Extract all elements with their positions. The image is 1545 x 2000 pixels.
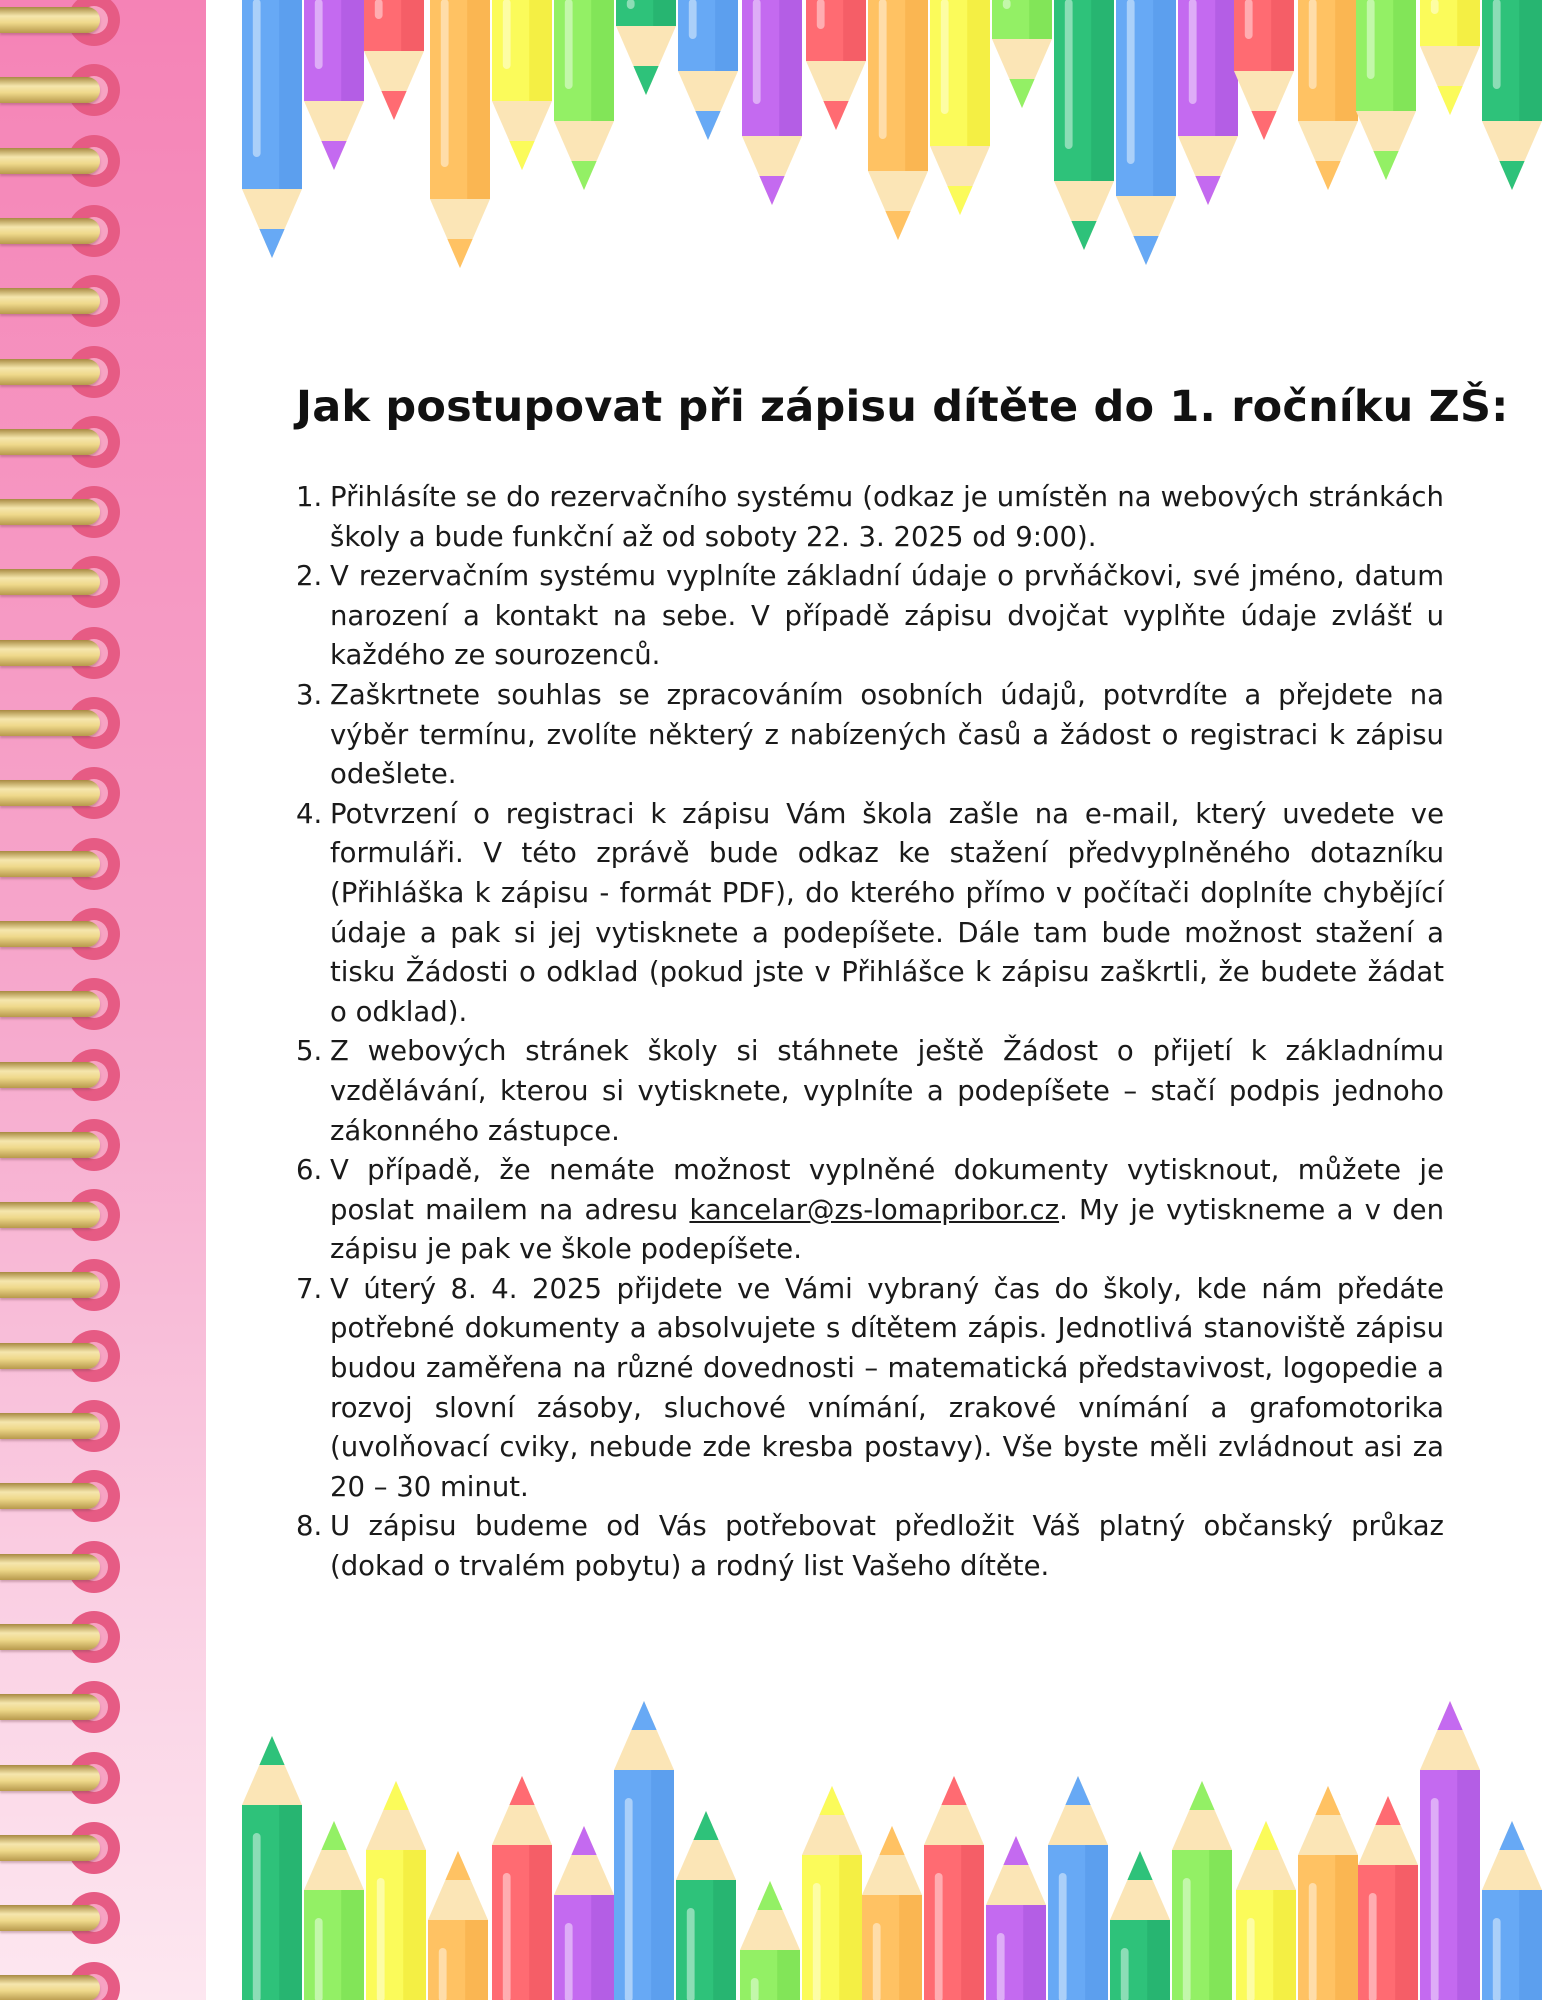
spiral-ring xyxy=(0,1748,120,1808)
spiral-ring xyxy=(0,1115,120,1175)
spiral-ring xyxy=(0,1607,120,1667)
step-number: 5. xyxy=(296,1035,323,1068)
pencil xyxy=(554,0,614,190)
spiral-ring xyxy=(0,1888,120,1948)
step-number: 6. xyxy=(296,1154,323,1187)
list-item-step-5 xyxy=(296,1032,1444,1151)
pencils-decoration-bottom xyxy=(206,1650,1545,2000)
pencil xyxy=(676,1811,736,2000)
step-text: Z webových stránek školy si stáhnete ještě Žádost o přijetí k základnímu vzdělávání, kterou si vytisknete, vyplníte a podepíšete – stačí podpis jednoho zákonného zástupce. xyxy=(330,1035,1444,1147)
step-number: 7. xyxy=(296,1272,323,1305)
pencil xyxy=(1116,0,1176,265)
spiral-ring xyxy=(0,834,120,894)
step-text: V rezervačním systému vyplníte základní údaje o prvňáčkovi, své jméno, datum narození a kontakt na sebe. V případě zápisu dvojčat vyplňte údaje zvlášť u každého ze sourozenců. xyxy=(330,560,1444,672)
pencil xyxy=(1236,1821,1296,2000)
pencil xyxy=(678,0,738,140)
pencil xyxy=(364,0,424,120)
spiral-ring xyxy=(0,623,120,683)
step-number: 4. xyxy=(296,797,323,830)
pencil xyxy=(242,1736,302,2000)
pencil xyxy=(428,1851,488,2000)
step-number: 8. xyxy=(296,1510,323,1543)
spiral-ring xyxy=(0,1466,120,1526)
step-text-before: V případě, že nemáte možnost vyplněné dokumenty vytisknout, můžete je poslat mailem na adresu xyxy=(330,1154,1444,1226)
spiral-ring xyxy=(0,482,120,542)
spiral-ring xyxy=(0,1396,120,1456)
pencil xyxy=(742,0,802,205)
step-text: V úterý 8. 4. 2025 přijdete ve Vámi vybraný čas do školy, kde nám předáte potřebné dokumenty a absolvujete s dítětem zápis. Jednotlivá stanoviště zápisu budou zaměřena na různé dovednosti – matematická představivost, logopedie a rozvoj slovní zásoby, sluchové vnímání, zrakové vnímání a grafomotorika (uvolňovací cviky, nebude zde kresba postavy). Vše byste měli zvládnout asi za 20 – 30 minut. xyxy=(330,1272,1444,1503)
spiral-ring xyxy=(0,201,120,261)
pencil xyxy=(868,0,928,240)
pencil xyxy=(802,1786,862,2000)
list-item-step-2 xyxy=(296,557,1444,676)
step-text: U zápisu budeme od Vás potřebovat předložit Váš platný občanský průkaz (dokad o trvalém pobytu) a rodný list Vašeho dítěte. xyxy=(330,1510,1444,1583)
pencil xyxy=(1358,1796,1418,2000)
step-text-after: . My je vytiskneme a v den zápisu je pak ve škole podepíšete. xyxy=(330,1193,1444,1266)
list-item-step-8 xyxy=(296,1507,1444,1586)
step-text: Zaškrtnete souhlas se zpracováním osobních údajů, potvrdíte a přejdete na výběr termínu, zvolíte některý z nabízených časů a žádost o registraci k zápisu odešlete. xyxy=(330,678,1444,791)
pencil xyxy=(304,1821,364,2000)
pencil xyxy=(930,0,990,215)
spiral-ring xyxy=(0,60,120,120)
pencil xyxy=(862,1826,922,2000)
pencil xyxy=(554,1826,614,2000)
pencil xyxy=(1172,1781,1232,2000)
spiral-ring xyxy=(0,1326,120,1386)
email-link[interactable]: kancelar@zs-lomapribor.cz xyxy=(689,1193,1060,1226)
step-text: Potvrzení o registraci k zápisu Vám škola zašle na e-mail, který uvedete ve formuláři. V této zprávě bude odkaz ke stažení předvyplněného dotazníku (Přihláška k zápisu - formát PDF), do kterého přímo v počítači doplníte chybějící údaje a pak si jej vytisknete a podepíšete. Dále tam bude možnost stažení a tisku Žádosti o odklad (pokud jste v Přihlášce k zápisu zaškrtli, že budete žádat o odklad). xyxy=(330,797,1444,1028)
spiral-ring xyxy=(0,1958,120,2000)
spiral-ring xyxy=(0,1185,120,1245)
spiral-ring xyxy=(0,763,120,823)
pencil xyxy=(430,0,490,268)
list-item-step-1 xyxy=(296,478,1444,557)
spiral-ring xyxy=(0,974,120,1034)
pencil xyxy=(1298,0,1358,190)
pencil xyxy=(366,1781,426,2000)
pencil xyxy=(1356,0,1416,180)
spiral-ring xyxy=(0,0,120,50)
pencil xyxy=(1482,1821,1542,2000)
step-number: 2. xyxy=(296,560,323,593)
list-item-step-4 xyxy=(296,795,1444,1033)
pencil xyxy=(740,1881,800,2000)
pencil xyxy=(492,0,552,170)
pencil xyxy=(924,1776,984,2000)
pencils-decoration-top xyxy=(206,0,1545,360)
spiral-ring xyxy=(0,412,120,472)
spiral-binding xyxy=(0,0,206,2000)
spiral-ring xyxy=(0,552,120,612)
spiral-ring xyxy=(0,1255,120,1315)
pencil xyxy=(1420,0,1480,115)
pencil xyxy=(1420,1701,1480,2000)
pencil xyxy=(806,0,866,130)
step-number: 3. xyxy=(296,678,323,711)
spiral-ring xyxy=(0,271,120,331)
spiral-ring xyxy=(0,693,120,753)
page-title: Jak postupovat při zápisu dítěte do 1. ročníku ZŠ: xyxy=(296,382,1509,432)
pencil xyxy=(1482,0,1542,190)
pencil xyxy=(1054,0,1114,250)
pencil xyxy=(242,0,302,258)
list-item-step-7 xyxy=(296,1270,1444,1508)
pencil xyxy=(1110,1851,1170,2000)
spiral-ring xyxy=(0,342,120,402)
pencil xyxy=(492,1776,552,2000)
step-number: 1. xyxy=(296,481,323,513)
pencil xyxy=(616,0,676,95)
pencil xyxy=(1298,1786,1358,2000)
list-item-step-3 xyxy=(296,676,1444,795)
spiral-ring xyxy=(0,1537,120,1597)
spiral-ring xyxy=(0,131,120,191)
pencil xyxy=(986,1836,1046,2000)
pencil xyxy=(304,0,364,170)
pencil xyxy=(992,0,1052,108)
spiral-ring xyxy=(0,1677,120,1737)
spiral-ring xyxy=(0,904,120,964)
spiral-ring xyxy=(0,1045,120,1105)
pencil xyxy=(614,1701,674,2000)
list-item-step-6 xyxy=(296,1151,1444,1270)
spiral-ring xyxy=(0,1818,120,1878)
step-text: Přihlásíte se do rezervačního systému (odkaz je umístěn na webových stránkách školy a bude funkční až od soboty 22. 3. 2025 od 9:00). xyxy=(330,481,1444,553)
steps-list xyxy=(296,478,1444,1587)
pencil xyxy=(1234,0,1294,140)
pencil xyxy=(1178,0,1238,205)
pencil xyxy=(1048,1776,1108,2000)
